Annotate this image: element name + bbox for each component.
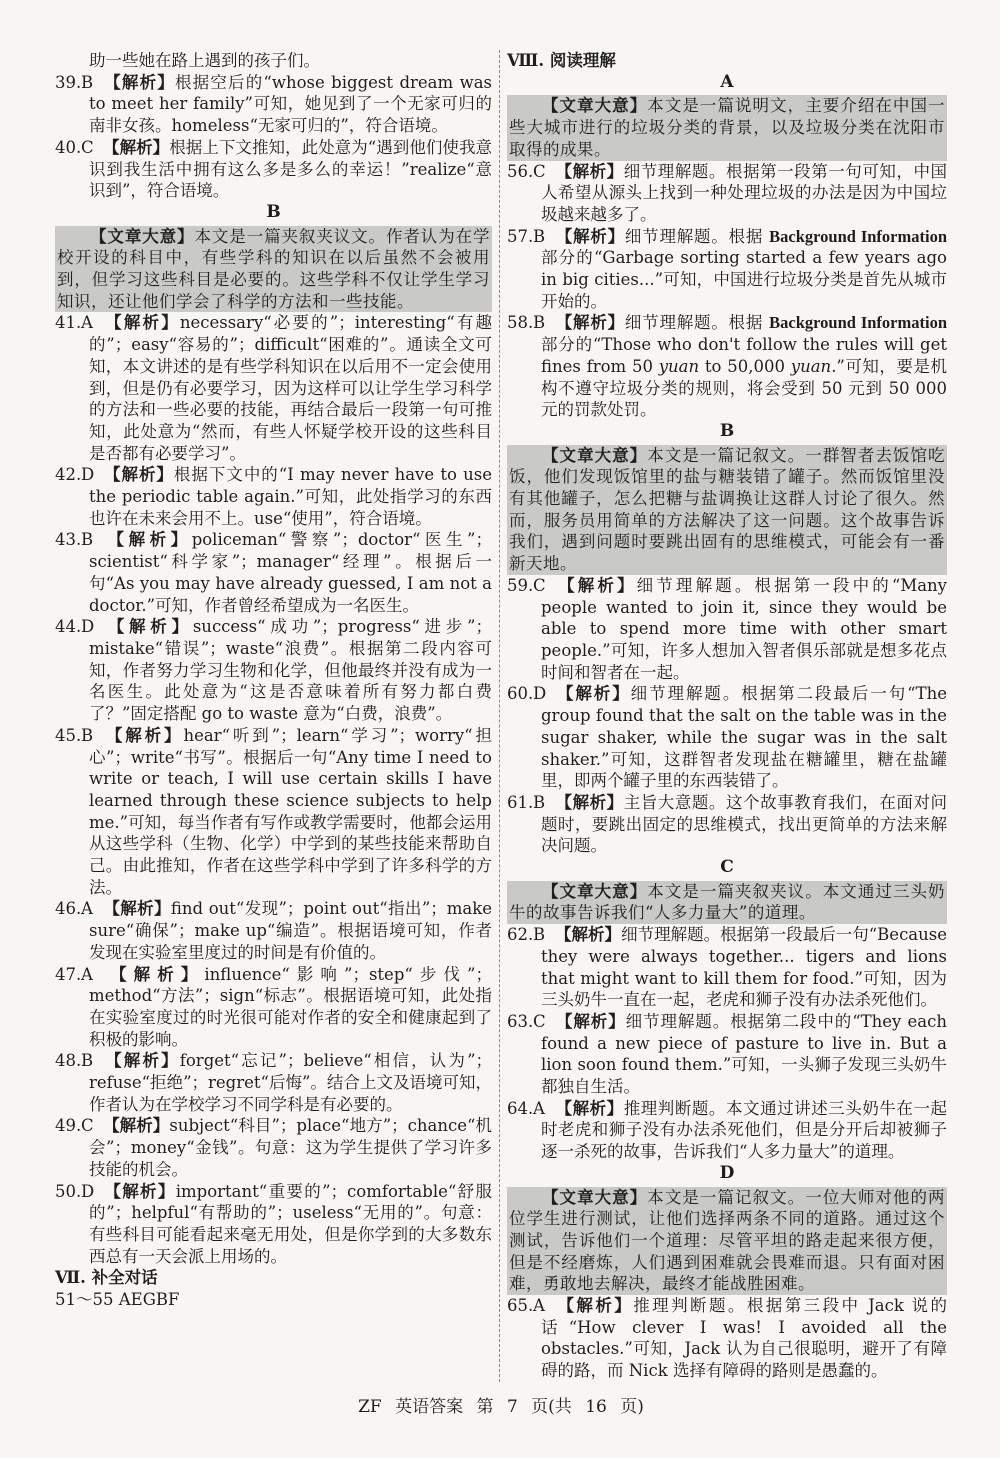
answer-item <box>507 792 947 857</box>
answer-item <box>507 683 947 792</box>
item-number: 44. <box>55 617 82 637</box>
footer-subject: 英语答案 <box>395 1396 464 1417</box>
summary-text: 本文是一篇记叙文。一位大师对他的两位学生进行测试，让他们选择两条不同的道路。通过这个测试，告诉他们一个道理：尽管平坦的路走起来很方便，但是不经磨炼，人们遇到困难就会畏难而退。只有面对困难，勇敢地去解决，最终才能战胜困难。 <box>509 1187 946 1294</box>
answer-item <box>55 529 492 616</box>
item-text: 主旨大意题。这个故事教育我们，在面对问题时，要跳出固定的思维模式，找出更简单的方法来解决问题。 <box>541 792 948 856</box>
item-answer: D <box>81 1181 95 1201</box>
item-number: 46. <box>55 899 82 919</box>
summary-label: 【文章大意】 <box>90 226 195 246</box>
right-column <box>499 50 947 1382</box>
item-answer: B <box>81 530 94 550</box>
item-number: 57. <box>507 226 534 246</box>
analysis-label: 【解析】 <box>103 1116 170 1136</box>
analysis-label: 【解析】 <box>103 725 184 745</box>
analysis-label: 【解析】 <box>555 1296 634 1316</box>
analysis-label: 【解析】 <box>555 313 625 333</box>
analysis-label: 【解析】 <box>103 530 192 550</box>
analysis-label: 【解析】 <box>103 137 170 157</box>
left-column <box>55 50 499 1311</box>
item-text: 细节理解题。根据第一段第一句可知，中国人希望从源头上找到一种处理垃圾的办法是因为中国垃圾越来越多了。 <box>541 161 948 224</box>
item-answer: B <box>533 313 546 333</box>
item-answer: D <box>533 684 547 704</box>
answer-item <box>507 1098 947 1163</box>
analysis-label: 【解析】 <box>555 1011 626 1031</box>
continued-text: 助一些她在路上遇到的孩子们。 <box>89 51 320 70</box>
analysis-label: 【解析】 <box>103 899 171 919</box>
answer-list <box>55 312 492 1267</box>
item-answer: B <box>81 72 94 92</box>
item-answer: A <box>533 1296 545 1316</box>
item-answer: B <box>533 792 546 812</box>
analysis-label: 【解析】 <box>103 964 205 984</box>
item-text: subject“科目”；place“地方”；chance“机会”；money“金钱”。句意：这为学生提供了学习许多技能的机会。 <box>89 1116 492 1179</box>
item-text: 细节理解题。根据第二段最后一句“The group found that the salt on the table was in the sugar shaker, while the sugar was in the salt shaker.”可知，这群智者发现盐在糖罐里，糖在盐罐里，即两个罐子里的东西装错了。 <box>541 684 947 791</box>
answer-item <box>55 137 492 202</box>
item-number: 63. <box>507 1011 534 1031</box>
analysis-label: 【解析】 <box>103 1051 180 1071</box>
item-number: 60. <box>507 684 534 704</box>
item-number: 59. <box>507 575 534 595</box>
item-text: 细节理解题。根据第一段最后一句“Because they were always together... tigers and lions that might want to kill them for food.”可知，因为三头奶牛一直在一起，老虎和狮子没有办法杀死他们。 <box>541 925 948 1010</box>
item-text: forget“忘记”；believe“相信，认为”；refuse“拒绝”；regret“后悔”。结合上文及语境可知，作者认为在学校学习不同学科是有必要的。 <box>89 1051 493 1114</box>
answer-item <box>55 616 492 725</box>
item-answer: A <box>81 313 93 333</box>
item-text: 根据上下文推知，此处意为“遇到他们使我意识到我生活中拥有这么多是多么的幸运！”realize“意识到”，符合语境。 <box>89 137 493 201</box>
item-number: 58. <box>507 313 534 333</box>
answer-item <box>55 312 492 464</box>
answer-item <box>55 464 492 529</box>
item-text: 部分的“Those who don't follow the rules will get fines from 50 <box>541 335 947 376</box>
section-heading-7: Ⅶ. 补全对话 <box>55 1268 158 1288</box>
answer-item <box>55 964 492 1051</box>
item-text: 根据下文中的“I may never have to use the periodic table again.”可知，此处指学习的东西也许在未来会用不上。use“使用”，符合语境。 <box>89 465 493 528</box>
answer-item <box>55 898 492 963</box>
answer-item <box>55 1181 492 1268</box>
item-text: important“重要的”；comfortable“舒服的”；helpful“有帮助的”；useless“无用的”。句意：有些科目可能看起来毫无用处，但是你学到的大多数东西总有一天会派上用场的。 <box>89 1181 492 1266</box>
italic-term: yuan <box>790 356 832 376</box>
item-answer: A <box>81 899 93 919</box>
summary-box <box>55 226 492 313</box>
summary-label: 【文章大意】 <box>542 881 648 901</box>
item-text: 部分的“Garbage sorting started a few years ago in big cities...”可知，中国进行垃圾分类是首先从城市开始的。 <box>541 248 947 311</box>
item-number: 56. <box>507 161 534 181</box>
answer-item <box>507 226 947 313</box>
summary-label: 【文章大意】 <box>542 445 648 465</box>
answer-item <box>507 1295 947 1382</box>
item-answer: A <box>81 964 93 984</box>
item-number: 47. <box>55 964 82 984</box>
item-number: 45. <box>55 725 82 745</box>
answer-item <box>507 924 947 1011</box>
item-number: 41. <box>55 313 82 333</box>
answer-list <box>55 72 492 202</box>
analysis-label: 【解析】 <box>555 684 631 704</box>
columns <box>55 50 947 1382</box>
item-number: 64. <box>507 1098 534 1118</box>
answer-item <box>507 161 947 226</box>
item-text: 细节理解题。根据第一段中的“Many people wanted to join it, since they would be able to spend more time with other smart people.”可知，许多人想加入智者俱乐部就是想多花点时间和智者在一起。 <box>541 575 948 682</box>
section-heading-b: B <box>719 420 735 441</box>
answer-item <box>507 312 947 421</box>
analysis-label: 【解析】 <box>103 617 193 637</box>
item-answer: C <box>81 1116 94 1136</box>
summary-label: 【文章大意】 <box>542 1187 648 1207</box>
item-number: 49. <box>55 1116 82 1136</box>
item-answer: D <box>81 465 95 485</box>
item-answer: A <box>533 1098 545 1118</box>
summary-box <box>507 1187 947 1296</box>
item-number: 42. <box>55 465 82 485</box>
answers-51-55: 51～55 AEGBF <box>55 1290 180 1310</box>
item-text: to 50,000 <box>699 356 791 376</box>
item-answer: B <box>81 1051 94 1071</box>
item-number: 48. <box>55 1051 82 1071</box>
analysis-label: 【解析】 <box>555 1098 624 1118</box>
section-heading-d: D <box>719 1162 735 1183</box>
item-text: 推理判断题。本文通过讲述三头奶牛在一起时老虎和狮子没有办法杀死他们，但是分开后却被狮子逐一杀死的故事，告诉我们“人多力量大”的道理。 <box>541 1098 948 1162</box>
analysis-label: 【解析】 <box>555 925 622 945</box>
answer-list <box>507 575 947 857</box>
analysis-label: 【解析】 <box>555 792 624 812</box>
item-text: 细节理解题。根据 <box>624 226 770 246</box>
answer-item <box>55 1050 492 1115</box>
item-answer: C <box>81 137 94 157</box>
page-footer <box>55 1396 947 1418</box>
summary-label: 【文章大意】 <box>542 96 648 116</box>
analysis-label: 【解析】 <box>103 72 175 92</box>
item-number: 39. <box>55 72 82 92</box>
section-heading-8: Ⅷ. 阅读理解 <box>507 51 616 70</box>
item-number: 40. <box>55 137 82 157</box>
item-number: 65. <box>507 1296 534 1316</box>
item-answer: D <box>81 617 95 637</box>
section-heading-a: A <box>720 71 734 92</box>
item-number: 61. <box>507 792 534 812</box>
item-text: .”可知，要是机构不遵守垃圾分类的规则，将会受到 50 元到 50 000 元的罚款处罚。 <box>541 356 947 420</box>
item-text: hear“听到”；learn“学习”；worry“担心”；write“书写”。根据后一句“Any time I need to write or teach, I will use certain skills I have learned through these science subjects to help me.”可知，每当作者有写作或教学需要时，他都会运用从这些学科（生物、化学）中学到的某些技能来帮助自己。由此推知，作者在这些学科中学到了许多科学的方法。 <box>89 725 493 897</box>
answer-item <box>55 72 492 137</box>
item-answer: C <box>533 161 546 181</box>
summary-box <box>507 445 947 575</box>
analysis-label: 【解析】 <box>103 313 180 333</box>
item-text: find out“发现”；point out“指出”；make sure“确保”；make up“编造”。根据语境可知，作者发现在实验室里度过的时间是有价值的。 <box>89 899 492 962</box>
answer-item <box>507 1011 947 1098</box>
item-answer: C <box>533 1011 546 1031</box>
answer-item <box>55 1115 492 1180</box>
item-text: 细节理解题。根据 <box>624 313 770 333</box>
item-text: 推理判断题。根据第三段中 Jack 说的话“How clever I was! I avoided all the obstacles.”可知，Jack 认为自己很聪明，避开了有障碍的路，而 Nick 选择有障碍的路则是愚蠢的。 <box>541 1296 947 1381</box>
answer-item <box>507 575 947 684</box>
footer-page-number: 第 7 页(共 16 页) <box>476 1396 644 1417</box>
italic-term: yuan <box>658 356 700 376</box>
summary-text: 本文是一篇夹叙夹议。本文通过三头奶牛的故事告诉我们“人多力量大”的道理。 <box>509 881 946 923</box>
section-heading-b: B <box>266 201 281 222</box>
summary-text: 本文是一篇记叙文。一群智者去饭馆吃饭，他们发现饭馆里的盐与糖装错了罐子。然而饭馆里没有其他罐子，怎么把糖与盐调换让这群人讨论了很久。然而，服务员用简单的方法解决了这一问题。这个故事告诉我们，遇到问题时要跳出固有的思维模式，可能会有一番新天地。 <box>509 445 946 574</box>
analysis-label: 【解析】 <box>555 161 624 181</box>
footer-code: ZF <box>358 1396 382 1417</box>
summary-box <box>507 95 947 160</box>
item-text: 细节理解题。根据第二段中的“They each found a new piece of pasture to live in. But a lion soon found them.”可知，一头狮子发现三头奶牛都独自生活。 <box>541 1011 947 1097</box>
summary-text: 本文是一篇夹叙夹议文。作者认为在学校开设的科目中，有些学科的知识在以后虽然不会被用到，但学习这些科目是必要的。这些学科不仅让学生学习知识，还让他们学会了科学的方法和一些技能。 <box>57 226 491 311</box>
item-text: influence“影响”；step“步伐”；method“方法”；sign“标志”。根据语境可知，此处指在实验室度过的时光很可能对作者的安全和健康起到了积极的影响。 <box>89 964 492 1049</box>
summary-text: 本文是一篇说明文，主要介绍在中国一些大城市进行的垃圾分类的背景，以及垃圾分类在沈阳市取得的成果。 <box>509 96 946 159</box>
item-text: necessary“必要的”；interesting“有趣的”；easy“容易的”；difficult“困难的”。通读全文可知，本文讲述的是有些学科知识在以后用不一定会使用到，但是仍有必要学习，因为这样可以让学生学习科学的方法和一些必要的技能，再结合最后一段第一句可推知，此处意为“然而，有些人怀疑学校开设的这些科目是否都有必要学习”。 <box>89 313 493 463</box>
item-answer: B <box>533 226 546 246</box>
item-answer: B <box>533 925 546 945</box>
answer-list <box>507 924 947 1163</box>
item-number: 62. <box>507 925 534 945</box>
item-number: 50. <box>55 1181 82 1201</box>
item-text: policeman“警察”；doctor“医生”；scientist“科学家”；manager“经理”。根据后一句“As you may have already guessed, I am not a doctor.”可知，作者曾经希望成为一名医生。 <box>89 530 492 615</box>
bold-term: Background Information <box>769 226 948 246</box>
item-answer: C <box>533 575 546 595</box>
bold-term: Background Information <box>769 313 948 333</box>
analysis-label: 【解析】 <box>103 465 174 485</box>
summary-box <box>507 881 947 924</box>
item-text: success“成功”；progress“进步”；mistake“错误”；waste“浪费”。根据第二段内容可知，作者努力学习生物和化学，但他最终并没有成为一名医生。此处意为“这是否意味着所有努力都白费了？”固定搭配 go to waste 意为“白费，浪费”。 <box>89 617 492 724</box>
analysis-label: 【解析】 <box>555 226 625 246</box>
item-text: 根据空后的“whose biggest dream was to meet her family”可知，她见到了一个无家可归的南非女孩。homeless“无家可归的”，符合语境。 <box>89 72 493 136</box>
analysis-label: 【解析】 <box>555 575 637 595</box>
item-answer: B <box>81 725 94 745</box>
item-number: 43. <box>55 530 82 550</box>
analysis-label: 【解析】 <box>103 1181 176 1201</box>
section-heading-c: C <box>720 857 734 878</box>
answer-item <box>55 725 492 899</box>
